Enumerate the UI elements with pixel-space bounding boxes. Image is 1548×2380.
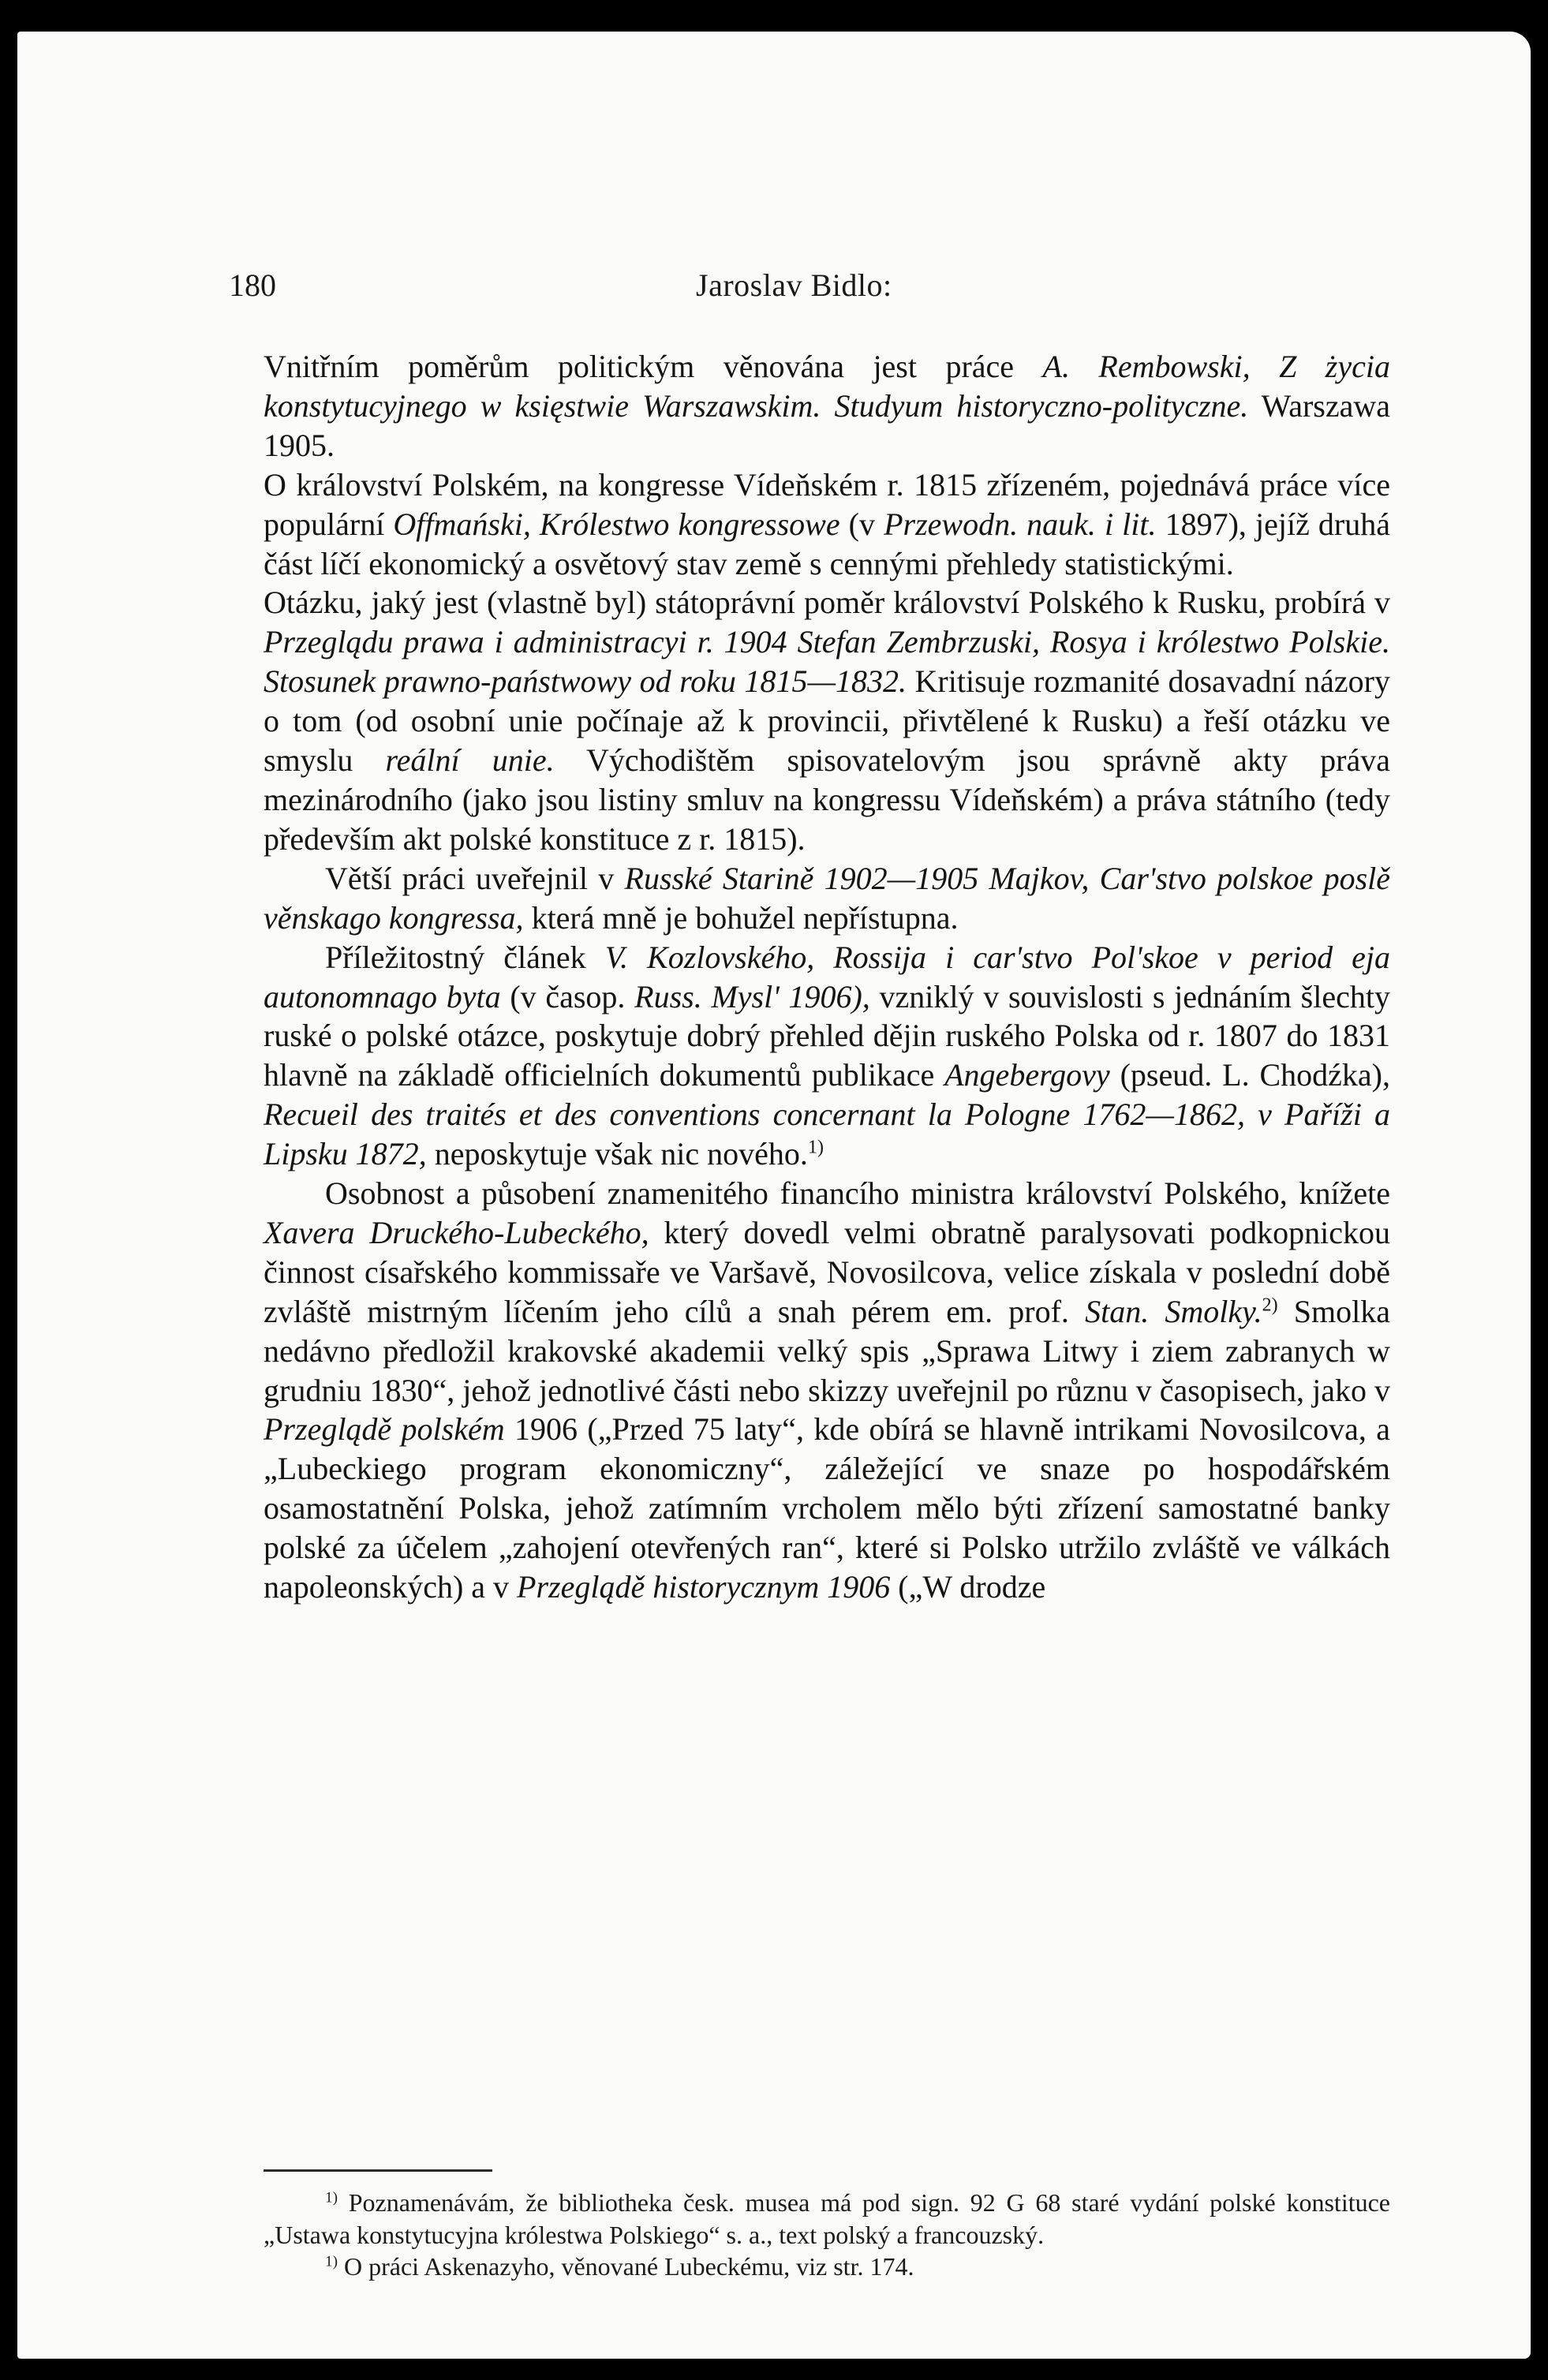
paragraph: Otázku, jaký jest (vlastně byl) státoprávní poměr království Polského k Rusku, probírá v Przeglądu prawa i administracyi r. 1904 Stefan Zembrzuski, Rosya i królestwo Polskie. Stosunek prawno-państwowy od roku 1815—1832. Kritisuje rozmanité dosavadní názory o tom (od osobní unie počínaje až k provincii, přivtělené k Rusku) a řeší otázku ve smyslu reální unie. Východištěm spisovatelovým jsou správně akty práva mezinárodního (jako jsou listiny smluv na kongressu Vídeňském) a práva státního (tedy především akt polské konstituce z r. 1815). [264, 585, 1390, 857]
footnote-marker: 2) [1262, 1295, 1278, 1316]
page-number: 180 [229, 267, 276, 303]
paragraph: Větší práci uveřejnil v Russké Starině 1902—1905 Majkov, Car'stvo polskoe poslě věnskago kongressa, která mně je bohužel nepřístupna. [264, 860, 1391, 936]
book-page [17, 32, 1531, 2359]
footnote-marker: 1) [807, 1137, 824, 1158]
italic-run: Russké Starině 1902—1905 Majkov, Car'stvo polskoe poslě věnskago kongressa, [264, 860, 1391, 936]
italic-run: Russ. Mysl' 1906), [634, 978, 870, 1014]
italic-run: Xavera Druckého-Lubeckého, [264, 1214, 649, 1250]
footnote: $^{1)}$ O práci Askenazyho, věnované Lubeckému, viz str. 174. [325, 2252, 914, 2281]
footnote: $^{1)}$ Poznamenávám, že bibliotheka česk. musea má pod sign. 92 G 68 staré vydání polské konstituce „Ustawa konstytucyjna królestwa Polskiego“ s. a., text polský a francouzský. [264, 2188, 1390, 2249]
italic-run: Recueil des traités et des conventions concernant la Pologne 1762—1862, v Paříži a Lipsku 1872, [264, 1097, 1390, 1172]
italic-run: reální unie. [385, 742, 555, 779]
italic-run: Angebergovy [944, 1057, 1110, 1093]
italic-run: Offmański, Królestwo kongressowe [393, 506, 840, 542]
paragraph: O království Polském, na kongresse Vídeňském r. 1815 zřízeném, pojednává práce více populární Offmański, Królestwo kongressowe (v Przewodn. nauk. i lit. 1897), jejíž druhá část líčí ekonomický a osvětový stav země s cennými přehledy statistickými. [264, 466, 1390, 581]
running-title: Jaroslav Bidlo: [696, 267, 892, 303]
italic-run: Stan. Smolky. [1085, 1293, 1262, 1329]
footnote-marker: 1) [325, 2253, 338, 2270]
footnotes [264, 2187, 1390, 2283]
italic-run: Przeglądu prawa i administracyi r. 1904 Stefan Zembrzuski, Rosya i królestwo Polskie. Stosunek prawno-państwowy od roku 1815—1832. [264, 624, 1390, 700]
paragraph: Vnitřním poměrům politickým věnována jest práce A. Rembowski, Z życia konstytucyjnego w księstwie Warszawskim. Studyum historyczno-polityczne. Warszawa 1905. [264, 349, 1390, 463]
paragraph: Osobnost a působení znamenitého financího ministra království Polského, knížete Xavera Druckého-Lubeckého, který dovedl velmi obratně paralysovati podkopnickou činnost císařského kommissaře ve Varšavě, Novosilcova, velice získala v poslední době zvláště mistrným líčením jeho cílů a snah pérem em. prof. Stan. Smolky.$^{2)}$ Smolka nedávno předložil krakovské akademii velký spis „Sprawa Litwy i ziem zabranych w grudniu 1830“, jehož jednotlivé části nebo skizzy uveřejnil po různu v časopisech, jako v Przeglądě polském 1906 („Przed 75 laty“, kde obírá se hlavně intrikami Novosilcova, a „Lubeckiego program ekonomiczny“, záležející ve snaze po hospodářském osamostatnění Polska, jehož zatímním vrcholem mělo býti zřízení samostatné banky polské za účelem „zahojení otevřených ran“, které si Polsko utržilo zvláště ve válkách napoleonských) a v Przeglądě historycznym 1906 („W drodze [264, 1175, 1391, 1605]
footnote-marker: 1) [325, 2189, 338, 2206]
italic-run: Przeglądě polském [264, 1411, 505, 1448]
italic-run: V. Kozlovského, Rossija i car'stvo Pol'skoe v period eja autonomnago byta [264, 939, 1390, 1014]
page-header [17, 267, 1531, 314]
footnote-divider [264, 2169, 492, 2172]
italic-run: A. Rembowski, Z życia konstytucyjnego w księstwie Warszawskim. Studyum historyczno-polityczne. [264, 349, 1390, 424]
paragraph: Příležitostný článek V. Kozlovského, Rossija i car'stvo Pol'skoe v period eja autonomnago byta (v časop. Russ. Mysl' 1906), vzniklý v souvislosti s jednáním šlechty ruské o polské otázce, poskytuje dobrý přehled dějin ruského Polska od r. 1807 do 1831 hlavně na základě officielních dokumentů publikace Angebergovy (pseud. L. Chodźka), Recueil des traités et des conventions concernant la Pologne 1762—1862, v Paříži a Lipsku 1872, neposkytuje však nic nového.$^{1)}$ [264, 939, 1390, 1172]
body-text [264, 347, 1390, 1607]
italic-run: Przeglądě historycznym 1906 [517, 1569, 891, 1605]
italic-run: Przewodn. nauk. i lit. [884, 506, 1157, 542]
